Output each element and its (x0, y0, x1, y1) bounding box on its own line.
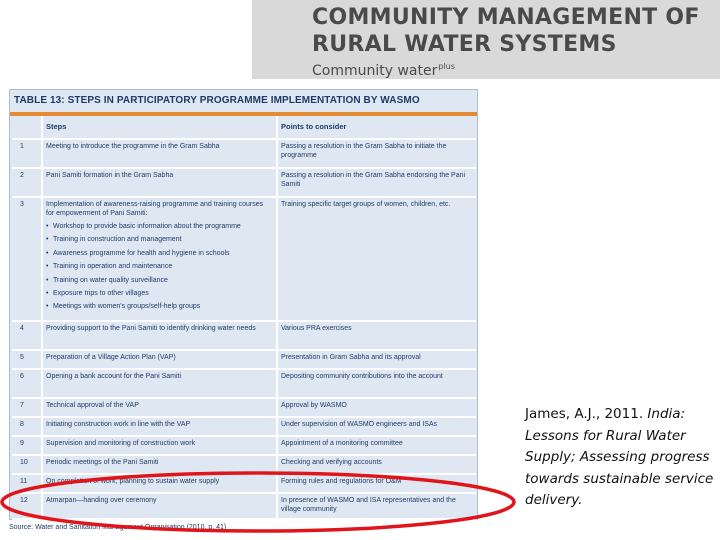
banner-subtitle (312, 59, 455, 79)
table-header-row (12, 116, 476, 139)
row-number: 9 (12, 436, 42, 455)
row-step: On completion of work, planning to sustain water supply (42, 474, 277, 493)
list-item: • Training in operation and maintenance (46, 260, 273, 273)
table-row (12, 321, 476, 350)
banner-subtitle-text: Community water (312, 63, 438, 79)
row-point: In presence of WASMO and ISA representatives and the village community (277, 493, 476, 519)
row-number: 3 (12, 197, 42, 321)
row-point: Approval by WASMO (277, 398, 476, 417)
table-panel (9, 89, 478, 520)
table-row (12, 455, 476, 474)
table-row (12, 350, 476, 369)
steps-table (12, 116, 476, 520)
citation (525, 404, 715, 512)
row-step: Opening a bank account for the Pani Samiti (42, 369, 277, 398)
list-item: • Awareness programme for health and hygiene in schools (46, 247, 273, 260)
table-row (12, 474, 476, 493)
table-row (12, 168, 476, 197)
header-num (12, 116, 42, 139)
header-steps: Steps (42, 116, 277, 139)
row-number: 1 (12, 139, 42, 168)
row-step: Technical approval of the VAP (42, 398, 277, 417)
row-number: 8 (12, 417, 42, 436)
list-item: • Training in construction and management (46, 233, 273, 246)
banner-subtitle-sup: plus (438, 62, 455, 71)
header-banner (252, 0, 720, 79)
citation-author: James, A.J., 2011. (525, 406, 648, 422)
row-point: Various PRA exercises (277, 321, 476, 350)
row-step: Preparation of a Village Action Plan (VAP) (42, 350, 277, 369)
row-step: Initiating construction work in line with the VAP (42, 417, 277, 436)
row-step: Pani Samiti formation in the Gram Sabha (42, 168, 277, 197)
row-step: Providing support to the Pani Samiti to identify drinking water needs (42, 321, 277, 350)
row-number: 7 (12, 398, 42, 417)
table-row (12, 398, 476, 417)
table-title: TABLE 13: STEPS IN PARTICIPATORY PROGRAMME IMPLEMENTATION BY WASMO (14, 95, 420, 106)
table-source: Source: Water and Sanitation Management Organisation (2010, p. 41) (9, 524, 227, 531)
row-point: Forming rules and regulations for O&M (277, 474, 476, 493)
row-point: Depositing community contributions into the account (277, 369, 476, 398)
row-point: Passing a resolution in the Gram Sabha endorsing the Pani Samiti (277, 168, 476, 197)
table-row (12, 139, 476, 168)
table-row (12, 369, 476, 398)
row-step: Atmarpan—handing over ceremony (42, 493, 277, 519)
row-number: 11 (12, 474, 42, 493)
table-row (12, 436, 476, 455)
header-points: Points to consider (277, 116, 476, 139)
row-step: Periodic meetings of the Pani Samiti (42, 455, 277, 474)
list-item: • Exposure trips to other villages (46, 287, 273, 300)
row-number: 2 (12, 168, 42, 197)
citation-title: India: Lessons for Rural Water Supply; Assessing progress towards sustainable service delivery. (525, 406, 714, 508)
list-item: • Training on water quality surveillance (46, 274, 273, 287)
row-number: 5 (12, 350, 42, 369)
banner-title: COMMUNITY MANAGEMENT OF RURAL WATER SYSTEMS (312, 5, 700, 57)
row-point: Checking and verifying accounts (277, 455, 476, 474)
row-step-text: Implementation of awareness-raising programme and training courses for empowerment of Pani Samiti: (46, 201, 264, 217)
row-point: Training specific target groups of women, children, etc. (277, 197, 476, 321)
row-number: 12 (12, 493, 42, 519)
row-point: Passing a resolution in the Gram Sabha to initiate the programme (277, 139, 476, 168)
list-item: • Workshop to provide basic information about the programme (46, 220, 273, 233)
row-number: 6 (12, 369, 42, 398)
training-list (46, 220, 273, 314)
table-row (12, 493, 476, 519)
row-point: Presentation in Gram Sabha and its approval (277, 350, 476, 369)
row-step: Supervision and monitoring of construction work (42, 436, 277, 455)
row-point: Under supervision of WASMO engineers and ISAs (277, 417, 476, 436)
row-step: Meeting to introduce the programme in the Gram Sabha (42, 139, 277, 168)
list-item: • Meetings with women's groups/self-help groups (46, 300, 273, 313)
table-row (12, 197, 476, 321)
row-number: 10 (12, 455, 42, 474)
row-step (42, 197, 277, 321)
row-point: Appointment of a monitoring committee (277, 436, 476, 455)
table-row (12, 417, 476, 436)
row-number: 4 (12, 321, 42, 350)
